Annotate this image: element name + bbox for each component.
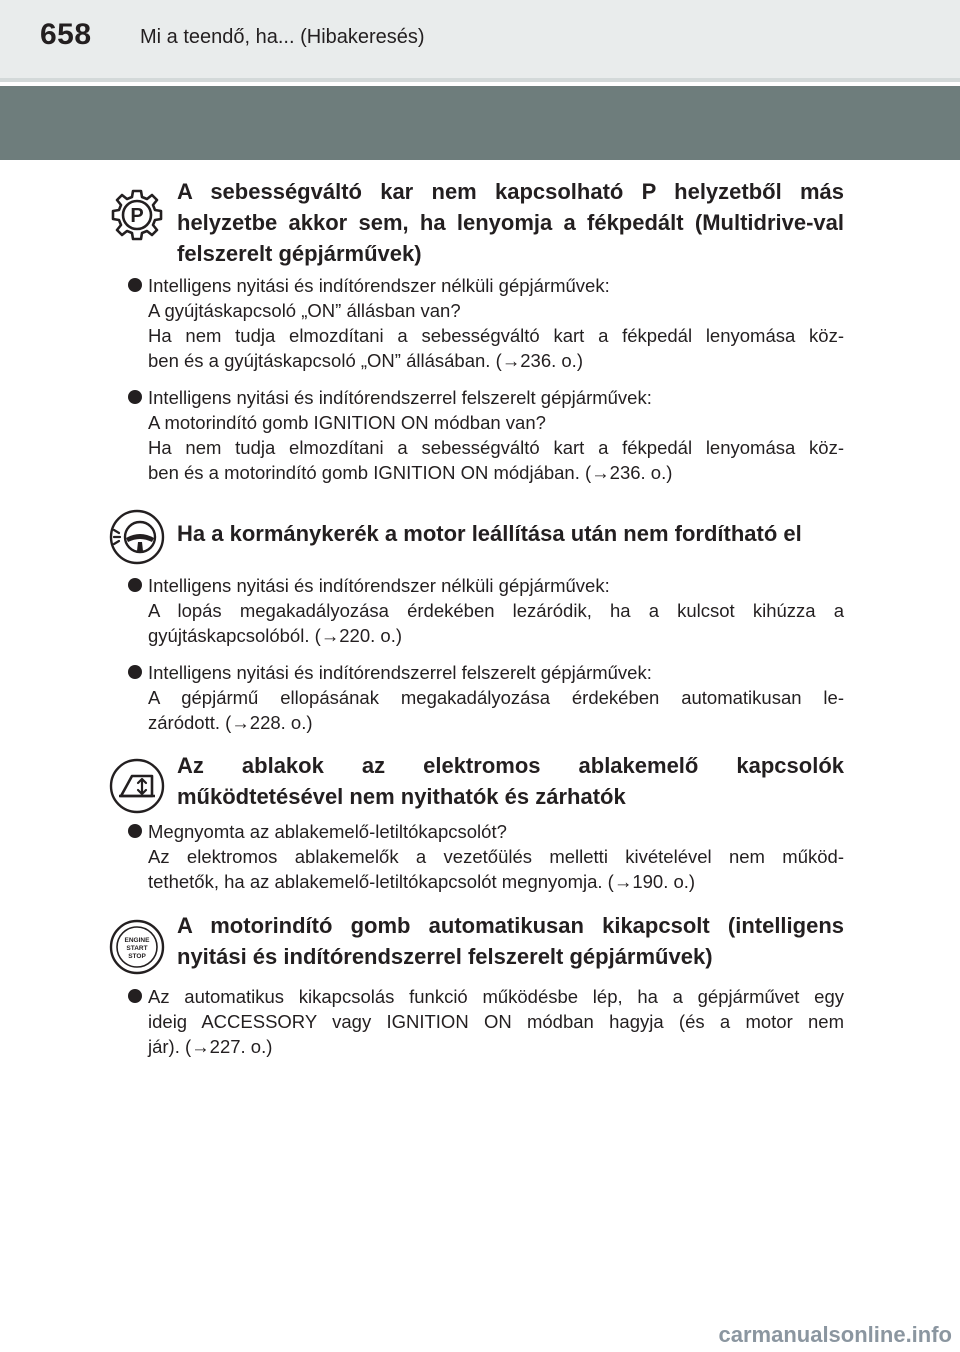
item-list [108,573,844,747]
item-list [108,984,844,1071]
watermark: carmanualsonline.info [718,1322,952,1347]
header-band [0,86,960,160]
item-line: Intelligens nyitási és indítórendszerrel felszerelt gépjárművek: [148,662,652,683]
item-line: A gyújtáskapcsoló „ON” állásban van? [148,300,461,321]
item-line: Az automatikus kikapcsolás funkció működésbe lép, ha a gépjárművet egy [148,986,844,1007]
power-window-icon [108,757,166,815]
section-title: Ha a kormánykerék a motor leállítása után nem fordítható el [177,521,802,546]
item-line: jár). (→227. o.) [148,1036,273,1057]
bullet-icon [128,665,142,679]
item-line: Megnyomta az ablakemelő-letiltókapcsolót? [148,821,507,842]
bullet-icon [128,278,142,292]
item-line: Ha nem tudja elmozdítani a sebességváltó kart a fékpedál lenyomása köz- [148,437,844,458]
item-line: Ha nem tudja elmozdítani a sebességváltó kart a fékpedál lenyomása köz- [148,325,844,346]
section-title: Az ablakok az elektromos ablakemelő kapcsolók működtetésével nem nyithatók és zárhatók [177,753,844,809]
page-number: 658 [40,18,92,51]
stop-label: STOP [128,953,146,960]
item-line: Intelligens nyitási és indítórendszer nélküli gépjárművek: [148,575,610,596]
engine-label: ENGINE [124,937,150,944]
section-title: A motorindító gomb automatikusan kikapcsolt (intelligens nyitási és indítórendszerrel felszerelt gépjárművek) [177,913,844,969]
item-line: Intelligens nyitási és indítórendszerrel felszerelt gépjárművek: [148,387,652,408]
bullet-icon [128,390,142,404]
list-item [108,273,844,373]
list-item [108,385,844,485]
svg-text:P: P [130,205,144,227]
item-line: A motorindító gomb IGNITION ON módban van? [148,412,546,433]
item-line: ben és a motorindító gomb IGNITION ON módjában. (→236. o.) [148,462,673,483]
item-line: ideig ACCESSORY vagy IGNITION ON módban hagyja (és a motor nem [148,1011,844,1032]
item-line: ben és a gyújtáskapcsoló „ON” állásában. (→236. o.) [148,350,583,371]
steering-wheel-icon [108,508,166,566]
item-list [108,819,844,906]
item-line: Az elektromos ablakemelők a vezetőülés melletti kivételével nem működ- [148,846,844,867]
item-line: A lopás megakadályozása érdekében lezáródik, ha a kulcsot kihúzza a [148,600,844,621]
item-list [108,273,844,497]
bullet-icon [128,989,142,1003]
item-line: gyújtáskapcsolóból. (→220. o.) [148,625,402,646]
item-line: záródott. (→228. o.) [148,712,313,733]
section-title: A sebességváltó kar nem kapcsolható P helyzetből más helyzetbe akkor sem, ha lenyomja a fékpedált (Multidrive-val felszerelt gépjárművek) [177,179,844,266]
list-item [108,660,844,735]
list-item [108,819,844,894]
item-line: Intelligens nyitási és indítórendszer nélküli gépjárművek: [148,275,610,296]
gear-p-icon [108,186,166,244]
page-header [0,0,960,82]
bullet-icon [128,578,142,592]
list-item [108,573,844,648]
item-line: tethetők, ha az ablakemelő-letiltókapcsolót megnyomja. (→190. o.) [148,871,696,892]
bullet-icon [128,824,142,838]
list-item [108,984,844,1059]
start-label: START [126,945,148,952]
item-line: A gépjármű ellopásának megakadályozása érdekében automatikusan le- [148,687,844,708]
engine-start-stop-icon [108,918,166,976]
header-title: Mi a teendő, ha... (Hibakeresés) [140,26,425,48]
